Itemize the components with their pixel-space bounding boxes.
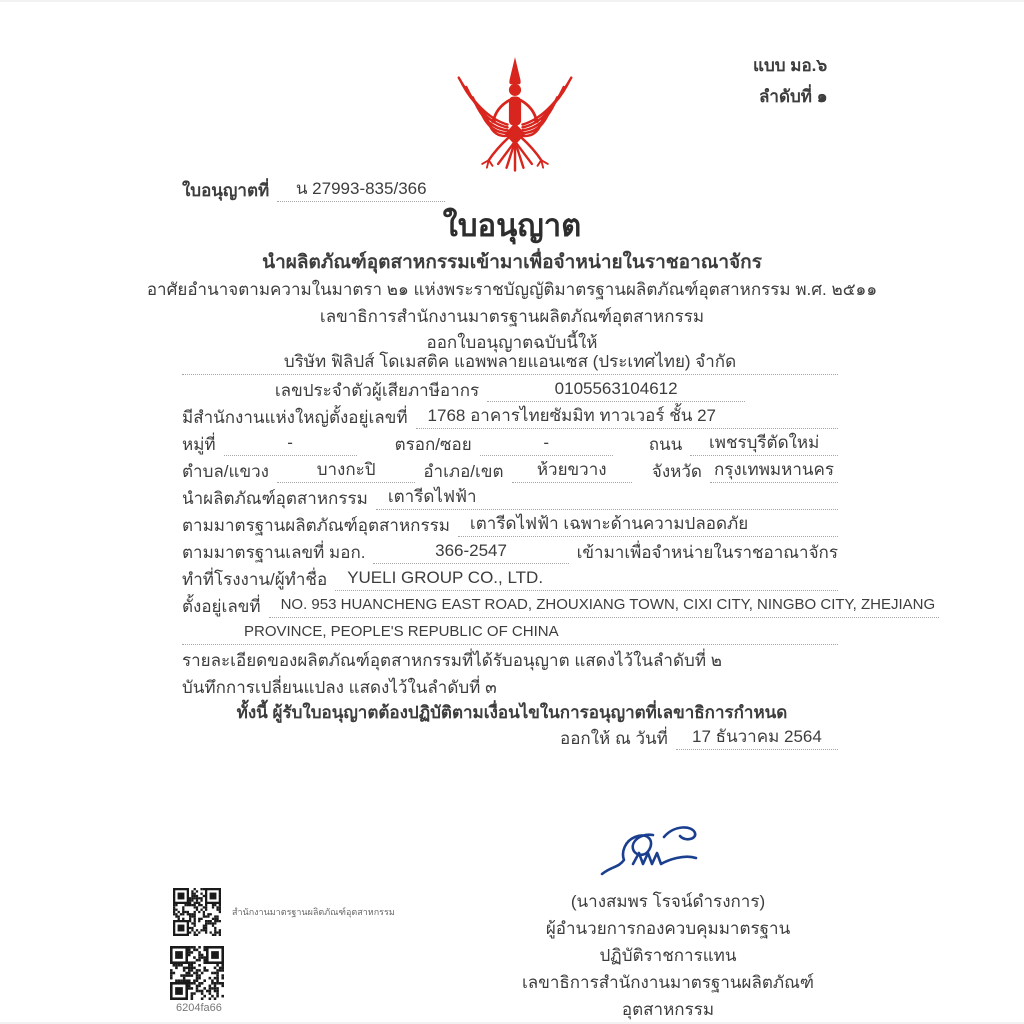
issue-date-label: ออกให้ ณ วันที่: [560, 729, 668, 748]
authority-line-2: เลขาธิการสำนักงานมาตรฐานผลิตภัณฑ์อุตสาหกรรม: [319, 307, 705, 326]
subdistrict-value: บางกะปิ: [277, 459, 415, 483]
issue-date-value: 17 ธันวาคม 2564: [676, 726, 838, 750]
factory-name: YUELI GROUP CO., LTD.: [335, 567, 838, 591]
factory-address-label: ตั้งอยู่เลขที่: [182, 597, 261, 616]
tax-id-row: [182, 378, 838, 402]
qr-office-label: สำนักงานมาตรฐานผลิตภัณฑ์อุตสาหกรรม: [232, 907, 395, 917]
district-label: อำเภอ/เขต: [423, 462, 504, 481]
head-office-row: [182, 405, 838, 429]
license-number-label: ใบอนุญาตที่: [182, 181, 270, 200]
standard-label: ตามมาตรฐานผลิตภัณฑ์อุตสาหกรรม: [182, 516, 450, 535]
head-office-label: มีสำนักงานแห่งใหญ่ตั้งอยู่เลขที่: [182, 408, 408, 427]
qr-verification-code: 6204fa66: [176, 1002, 222, 1014]
standard-row: [182, 513, 838, 537]
form-code: แบบ มอ.๖: [753, 56, 828, 75]
product-label: นำผลิตภัณฑ์อุตสาหกรรม: [182, 489, 368, 508]
details-note-row: [182, 650, 838, 672]
signature-block: [488, 888, 848, 1023]
changes-note: บันทึกการเปลี่ยนแปลง แสดงไว้ในลำดับที่ ๓: [182, 678, 497, 697]
changes-note-row: [182, 677, 838, 699]
head-office-value: 1768 อาคารไทยซัมมิท ทาวเวอร์ ชั้น 27: [416, 405, 838, 429]
product-row: [182, 486, 838, 510]
garuda-emblem-icon: [440, 52, 590, 184]
factory-address-row-2: [182, 621, 838, 645]
signature-icon: [596, 822, 746, 884]
license-number-row: [182, 178, 838, 202]
condition-line: ทั้งนี้ ผู้รับใบอนุญาตต้องปฏิบัติตามเงื่อนไขในการอนุญาตที่เลขาธิการกำหนด: [236, 703, 788, 722]
signer-position: ผู้อำนวยการกองควบคุมมาตรฐาน: [545, 919, 791, 938]
standard-number-value: 366-2547: [373, 540, 568, 564]
details-note: รายละเอียดของผลิตภัณฑ์อุตสาหกรรมที่ได้รับอนุญาต แสดงไว้ในลำดับที่ ๒: [182, 651, 722, 670]
license-number-value: น 27993-835/366: [277, 178, 445, 202]
company-name-row: [182, 351, 838, 375]
issue-to-line: ออกใบอนุญาตฉบับนี้ให้: [426, 333, 598, 352]
factory-address-line2: PROVINCE, PEOPLE'S REPUBLIC OF CHINA: [182, 621, 838, 645]
signer-name: (นางสมพร โรจน์ดำรงการ): [570, 892, 766, 911]
tax-id-value: 0105563104612: [487, 378, 745, 402]
sequence-number: ลำดับที่ ๑: [759, 87, 828, 106]
qr-code-office: [173, 888, 221, 936]
tax-id-label: เลขประจำตัวผู้เสียภาษีอากร: [274, 381, 480, 400]
standard-number-row: [182, 540, 838, 564]
factory-address-row-1: [182, 594, 936, 618]
factory-row: [182, 567, 838, 591]
factory-label: ทำที่โรงงาน/ผู้ทำชื่อ: [182, 570, 328, 589]
authority-line-1: อาศัยอำนาจตามความในมาตรา ๒๑ แห่งพระราชบัญญัติมาตรฐานผลิตภัณฑ์อุตสาหกรรม พ.ศ. ๒๕๑๑: [146, 280, 878, 299]
standard-number-label: ตามมาตรฐานเลขที่ มอก.: [182, 543, 366, 562]
road-label: ถนน: [648, 435, 683, 454]
factory-address-line1: NO. 953 HUANCHENG EAST ROAD, ZHOUXIANG TOWN, CIXI CITY, NINGBO CITY, ZHEJIANG: [269, 594, 940, 618]
document-subtitle: นำผลิตภัณฑ์อุตสาหกรรมเข้ามาเพื่อจำหน่ายในราชอาณาจักร: [262, 252, 762, 273]
province-value: กรุงเทพมหานคร: [710, 459, 838, 483]
standard-number-suffix: เข้ามาเพื่อจำหน่ายในราชอาณาจักร: [576, 543, 838, 562]
province-label: จังหวัด: [651, 462, 702, 481]
document-title: ใบอนุญาต: [442, 208, 582, 243]
address-row-1: [182, 432, 838, 456]
signer-authority: เลขาธิการสำนักงานมาตรฐานผลิตภัณฑ์อุตสาหกรรม: [521, 973, 815, 1019]
road-value: เพชรบุรีตัดใหม่: [690, 432, 838, 456]
district-value: ห้วยขวาง: [512, 459, 632, 483]
soi-label: ตรอก/ซอย: [394, 435, 472, 454]
address-row-2: [182, 459, 838, 483]
signer-acting: ปฏิบัติราชการแทน: [599, 946, 737, 965]
product-value: เตารีดไฟฟ้า: [376, 486, 838, 510]
qr-code-verification: [170, 946, 224, 1000]
company-name: บริษัท ฟิลิปส์ โดเมสติค แอพพลายแอนเซส (ประเทศไทย) จำกัด: [182, 351, 838, 375]
moo-value: -: [224, 432, 357, 456]
form-code-block: [753, 50, 828, 112]
standard-value: เตารีดไฟฟ้า เฉพาะด้านความปลอดภัย: [458, 513, 838, 537]
soi-value: -: [480, 432, 613, 456]
issue-date-row: [560, 726, 838, 750]
subdistrict-label: ตำบล/แขวง: [182, 462, 269, 481]
moo-label: หมู่ที่: [182, 435, 216, 454]
